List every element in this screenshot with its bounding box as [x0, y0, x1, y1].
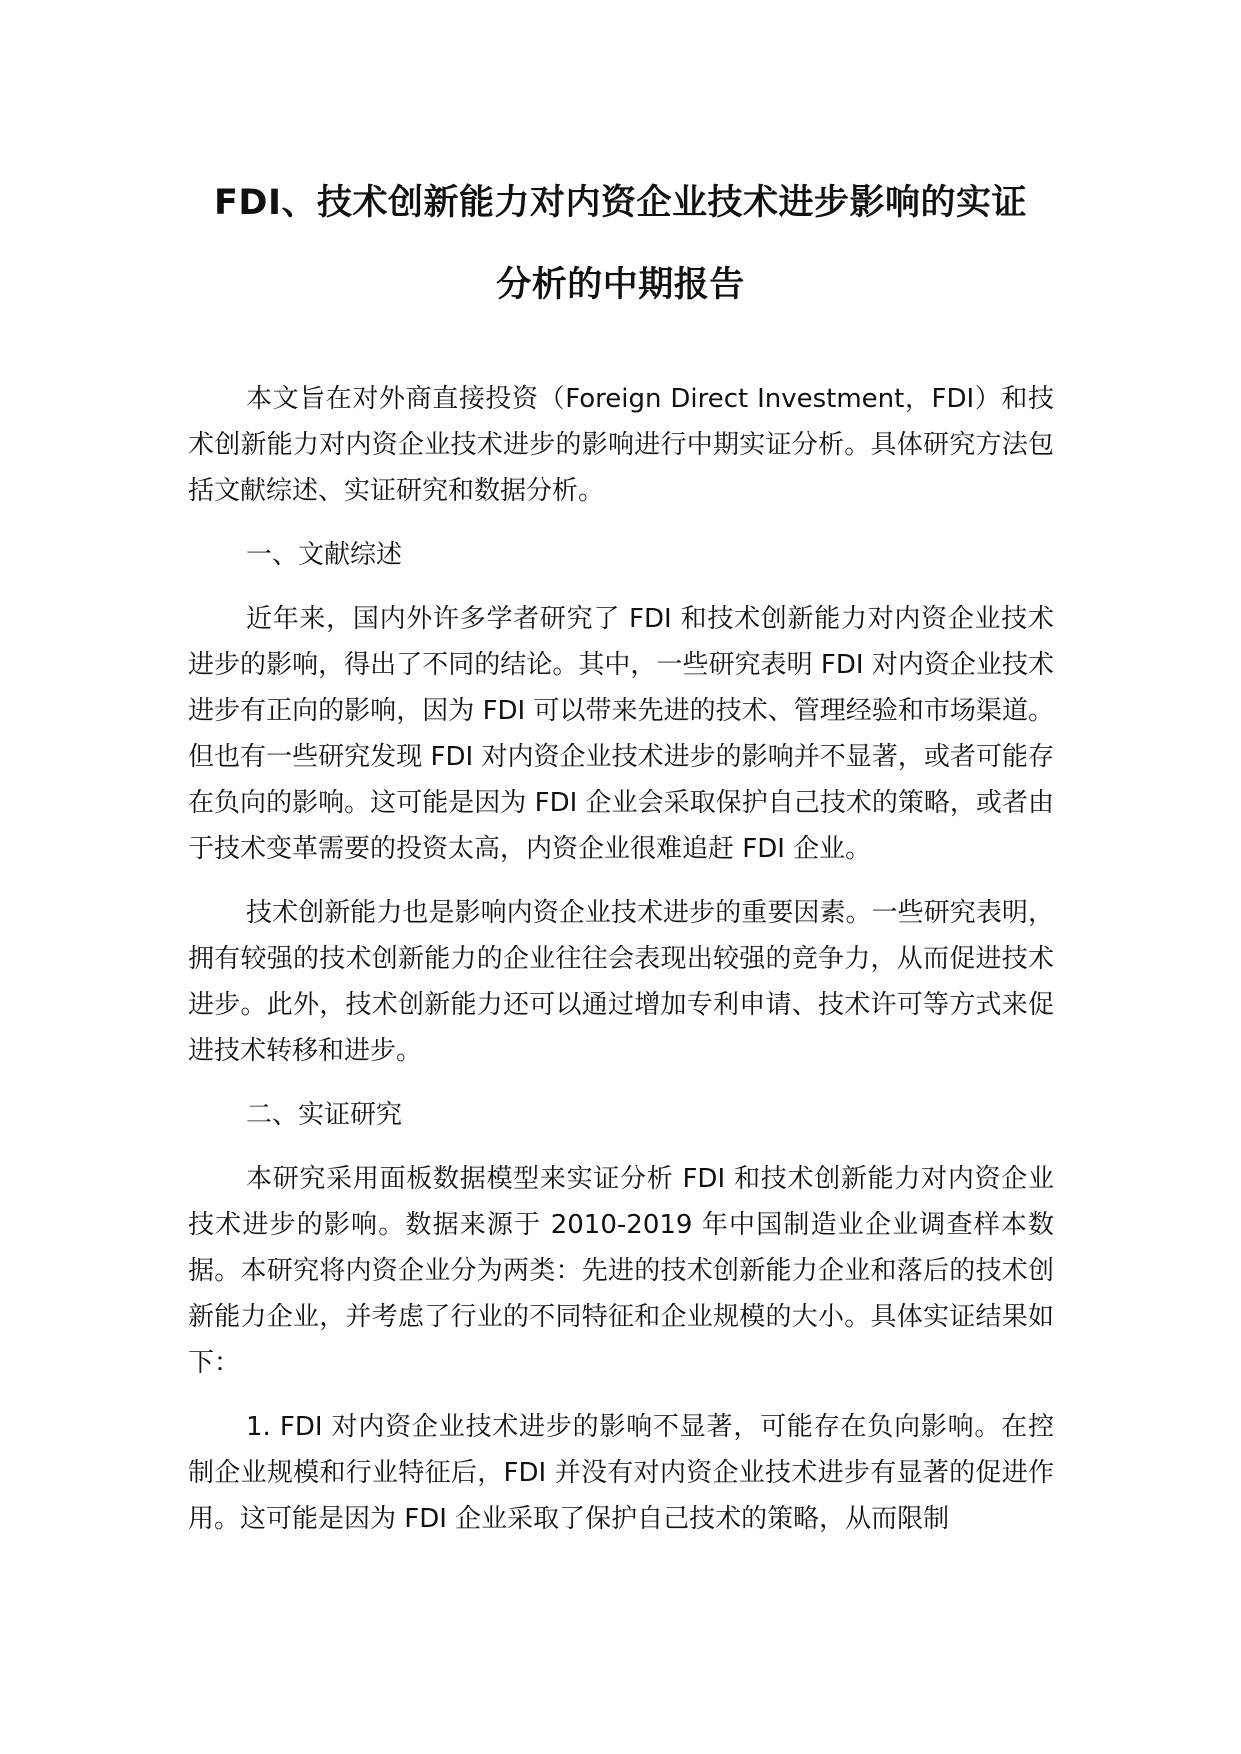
literature-paragraph-2: 技术创新能力也是影响内资企业技术进步的重要因素。一些研究表明，拥有较强的技术创新能力的企业往往会表现出较强的竞争力，从而促进技术进步。此外，技术创新能力还可以通过增加专利申请、技术许可等方式来促进技术转移和进步。	[188, 898, 1054, 1066]
document-title-line-2: 分析的中期报告	[496, 265, 745, 305]
section-heading-literature-review: 一、文献综述	[246, 540, 403, 570]
empirical-paragraph-1: 本研究采用面板数据模型来实证分析 FDI 和技术创新能力对内资企业技术进步的影响。数据来源于 2010-2019 年中国制造业企业调查样本数据。本研究将内资企业分为两类：先进的技术创新能力企业和落后的技术创新能力企业，并考虑了行业的不同特征和企业规模的大小。具体实证结果如下：	[188, 1164, 1054, 1378]
intro-paragraph: 本文旨在对外商直接投资（Foreign Direct Investment，FDI）和技术创新能力对内资企业技术进步的影响进行中期实证分析。具体研究方法包括文献综述、实证研究和数据分析。	[188, 384, 1054, 506]
literature-paragraph-1: 近年来，国内外许多学者研究了 FDI 和技术创新能力对内资企业技术进步的影响，得出了不同的结论。其中，一些研究表明 FDI 对内资企业技术进步有正向的影响，因为 FDI 可以带来先进的技术、管理经验和市场渠道。但也有一些研究发现 FDI 对内资企业技术进步的影响并不显著，或者可能存在负向的影响。这可能是因为 FDI 企业会采取保护自己技术的策略，或者由于技术变革需要的投资太高，内资企业很难追赶 FDI 企业。	[188, 604, 1054, 864]
section-heading-empirical-study: 二、实证研究	[246, 1100, 403, 1130]
document-body	[188, 376, 1054, 1560]
result-item-1: 1. FDI 对内资企业技术进步的影响不显著，可能存在负向影响。在控制企业规模和行业特征后，FDI 并没有对内资企业技术进步有显著的促进作用。这可能是因为 FDI 企业采取了保护自己技术的策略，从而限制	[188, 1412, 1054, 1534]
document-title-line-1: FDI、技术创新能力对内资企业技术进步影响的实证	[214, 183, 1027, 223]
